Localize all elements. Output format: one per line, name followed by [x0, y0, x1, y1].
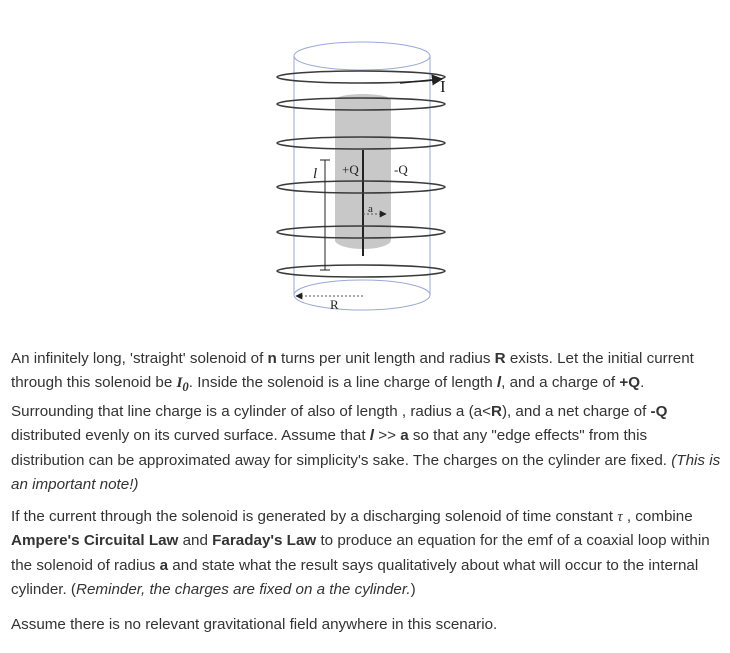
text-run: so that any "edge effects" from this distribution can be approximated away for simplicity's sake. The charges on the cylinder are fixed.	[11, 427, 672, 469]
current-label: I	[440, 77, 446, 96]
symbol-I0	[176, 374, 189, 395]
problem-paragraph-3: Assume there is no relevant gravitational field anywhere in this scenario.	[11, 616, 498, 633]
symbol-tau: τ	[617, 508, 623, 525]
text-run: . Surrounding that line charge is a cylinder of also of length , radius a (a<	[11, 374, 645, 420]
symbol-l: l	[369, 427, 375, 445]
outer-radius-label: R	[330, 297, 339, 312]
symbol-R: R	[494, 350, 506, 367]
text-run: turns per unit length and radius	[276, 350, 495, 367]
symbol-R: R	[490, 402, 502, 420]
text-run: , and a charge of	[501, 374, 620, 392]
symbol-I0-subscript: 0	[182, 380, 189, 395]
symbol-a: a	[400, 427, 409, 445]
text-run: exists. Let the initial current through this solenoid be	[11, 350, 694, 392]
symbol-I0-base: I	[176, 374, 183, 392]
text-run: ), and a net charge of	[501, 402, 651, 420]
inner-cylinder-top	[335, 94, 391, 106]
symbol-a: a	[159, 556, 169, 574]
coil-loop	[277, 265, 445, 277]
solenoid-top-ellipse	[294, 42, 430, 70]
length-label: l	[313, 166, 318, 182]
text-run: An infinitely long, 'straight' solenoid of	[11, 350, 268, 367]
text-run: . Inside the solenoid is a line charge of length	[188, 374, 497, 392]
current-arrow	[400, 79, 442, 83]
symbol-minus-Q: -Q	[650, 402, 668, 420]
text-run: to produce an equation for the emf of a coaxial loop within the solenoid of radius	[11, 532, 710, 574]
reminder-note: Reminder, the charges are fixed on a the cylinder.	[76, 581, 411, 599]
inner-radius-label: a	[368, 203, 373, 215]
faraday-law-term: Faraday's Law	[212, 532, 317, 550]
text-run: , combine	[622, 508, 693, 525]
ampere-law-term: Ampere's Circuital Law	[11, 532, 179, 550]
text-run: distributed evenly on its curved surface. Assume that	[11, 427, 370, 445]
symbol-l: l	[496, 374, 502, 392]
text-run: and	[178, 532, 213, 550]
text-run: and state what the result says qualitatively about what will occur to the internal cylinder. (	[11, 556, 699, 599]
text-run: >>	[374, 427, 401, 445]
plus-charge-label: +Q	[342, 162, 359, 177]
symbol-n: n	[267, 350, 277, 367]
problem-paragraph-2	[11, 505, 723, 603]
symbol-plus-Q: +Q	[619, 374, 641, 392]
important-note: (This is an important note!)	[11, 451, 721, 494]
minus-charge-label: -Q	[394, 162, 408, 177]
text-run: If the current through the solenoid is generated by a discharging solenoid of time constant	[11, 508, 618, 525]
problem-paragraph-1	[11, 347, 723, 497]
text-run: )	[410, 581, 416, 599]
solenoid-bottom-ellipse	[294, 280, 430, 310]
